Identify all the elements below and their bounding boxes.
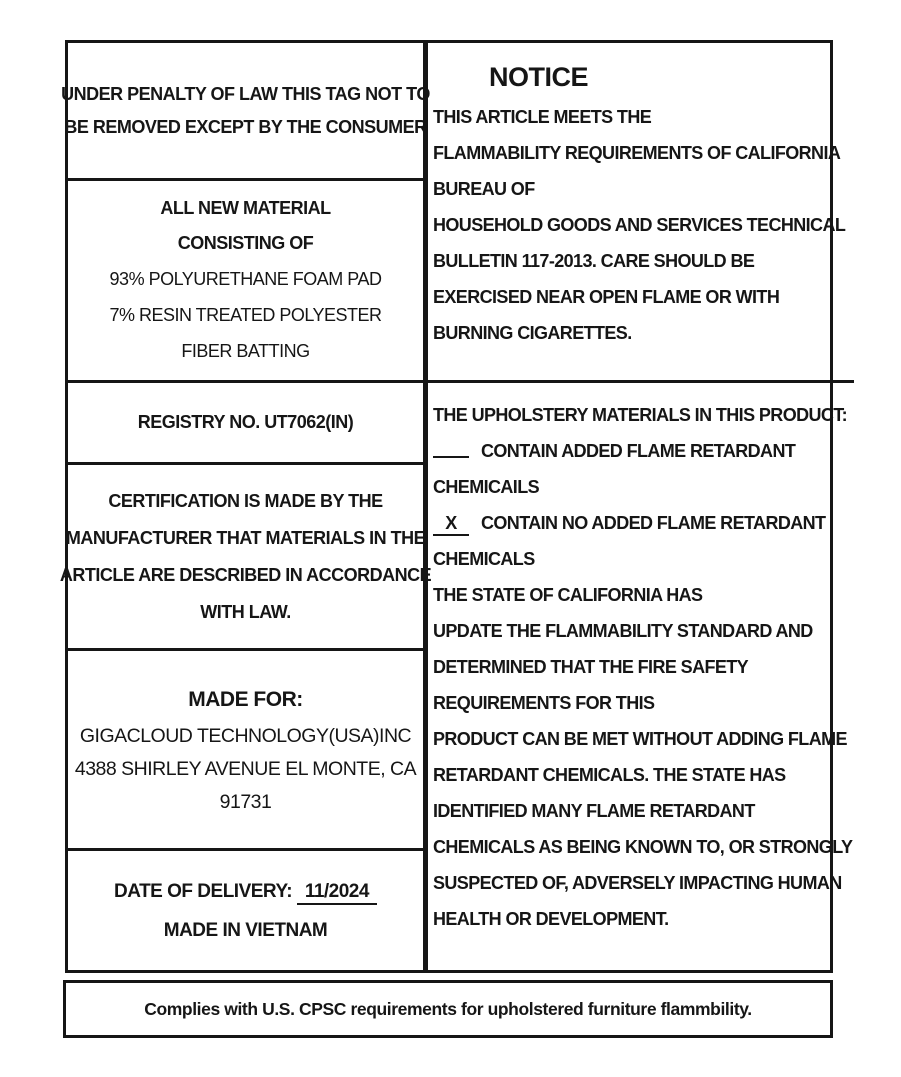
law-label-main-box (59, 40, 853, 973)
upholstery-section (428, 383, 854, 970)
right-column (428, 43, 854, 970)
certification-section (59, 465, 432, 651)
notice-heading: NOTICE (489, 62, 589, 92)
notice-line: THIS ARTICLE MEETS THE (433, 107, 652, 127)
penalty-line: UNDER PENALTY OF LAW THIS TAG NOT TO (61, 83, 430, 104)
material-heading: ALL NEW MATERIAL (160, 198, 331, 218)
made-in-line: MADE IN VIETNAM (163, 919, 328, 941)
upholstery-statement-line: HEALTH OR DEVELOPMENT. (433, 909, 669, 929)
notice-line: FLAMMABILITY REQUIREMENTS OF CALIFORNIA (433, 143, 841, 163)
blank-checkline (433, 441, 469, 458)
penalty-section (61, 43, 430, 181)
certification-line: WITH LAW. (200, 601, 291, 622)
upholstery-statement-line: CHEMICALS AS BEING KNOWN TO, OR STRONGLY (433, 837, 853, 857)
notice-line: BURNING CIGARETTES. (433, 323, 632, 343)
upholstery-statement-line: REQUIREMENTS FOR THIS (433, 693, 655, 713)
notice-line: EXERCISED NEAR OPEN FLAME OR WITH (433, 287, 780, 307)
notice-line: HOUSEHOLD GOODS AND SERVICES TECHNICAL (433, 215, 846, 235)
option-added-text: CONTAIN ADDED FLAME RETARDANT (481, 441, 796, 461)
delivery-date-value: 11/2024 (297, 881, 377, 905)
upholstery-option-added (433, 433, 852, 469)
material-component: 93% POLYURETHANE FOAM PAD (109, 269, 382, 289)
made-for-company: GIGACLOUD TECHNOLOGY(USA)INC (79, 725, 412, 747)
made-for-address: 4388 SHIRLEY AVENUE EL MONTE, CA (74, 758, 417, 780)
delivery-section (68, 851, 423, 970)
material-component: 7% RESIN TREATED POLYESTER (109, 305, 382, 325)
certification-line: MANUFACTURER THAT MATERIALS IN THE (65, 527, 426, 548)
upholstery-statement-line: DETERMINED THAT THE FIRE SAFETY (433, 657, 749, 677)
registry-number: REGISTRY NO. UT7062(IN) (137, 412, 354, 432)
upholstery-option-no-added-cont: CHEMICALS (433, 549, 535, 569)
upholstery-statement-line: SUSPECTED OF, ADVERSELY IMPACTING HUMAN (433, 873, 842, 893)
material-component: FIBER BATTING (181, 341, 310, 361)
upholstery-statement-line: IDENTIFIED MANY FLAME RETARDANT (433, 801, 755, 821)
upholstery-statement-line: RETARDANT CHEMICALS. THE STATE HAS (433, 765, 786, 785)
notice-line: BULLETIN 117-2013. CARE SHOULD BE (433, 251, 755, 271)
made-for-section (68, 651, 423, 851)
certification-line: ARTICLE ARE DESCRIBED IN ACCORDANCE (59, 564, 432, 585)
material-heading: CONSISTING OF (177, 233, 314, 253)
upholstery-statement-line: UPDATE THE FLAMMABILITY STANDARD AND (433, 621, 813, 641)
upholstery-option-no-added (433, 505, 852, 541)
notice-line: BUREAU OF (433, 179, 535, 199)
left-column (59, 43, 432, 970)
penalty-line: BE REMOVED EXCEPT BY THE CONSUMER (64, 116, 427, 137)
notice-section (428, 43, 854, 383)
made-for-zip: 91731 (219, 791, 272, 813)
x-checkline: X (433, 512, 469, 536)
upholstery-statement-line: PRODUCT CAN BE MET WITHOUT ADDING FLAME (433, 729, 847, 749)
certification-line: CERTIFICATION IS MADE BY THE (108, 490, 383, 511)
delivery-date-label: DATE OF DELIVERY: (114, 880, 293, 902)
upholstery-intro: THE UPHOLSTERY MATERIALS IN THIS PRODUCT: (433, 405, 848, 425)
delivery-date-line (114, 872, 377, 912)
option-no-added-text: CONTAIN NO ADDED FLAME RETARDANT (481, 513, 826, 533)
cpsc-compliance-box (63, 980, 833, 1038)
material-section (68, 181, 423, 383)
upholstery-option-added-cont: CHEMICAILS (433, 477, 539, 497)
cpsc-compliance-text: Complies with U.S. CPSC requirements for upholstered furniture flammbility. (144, 998, 752, 1019)
registry-section (68, 383, 423, 465)
made-for-heading: MADE FOR: (188, 688, 303, 711)
upholstery-statement-line: THE STATE OF CALIFORNIA HAS (433, 585, 703, 605)
